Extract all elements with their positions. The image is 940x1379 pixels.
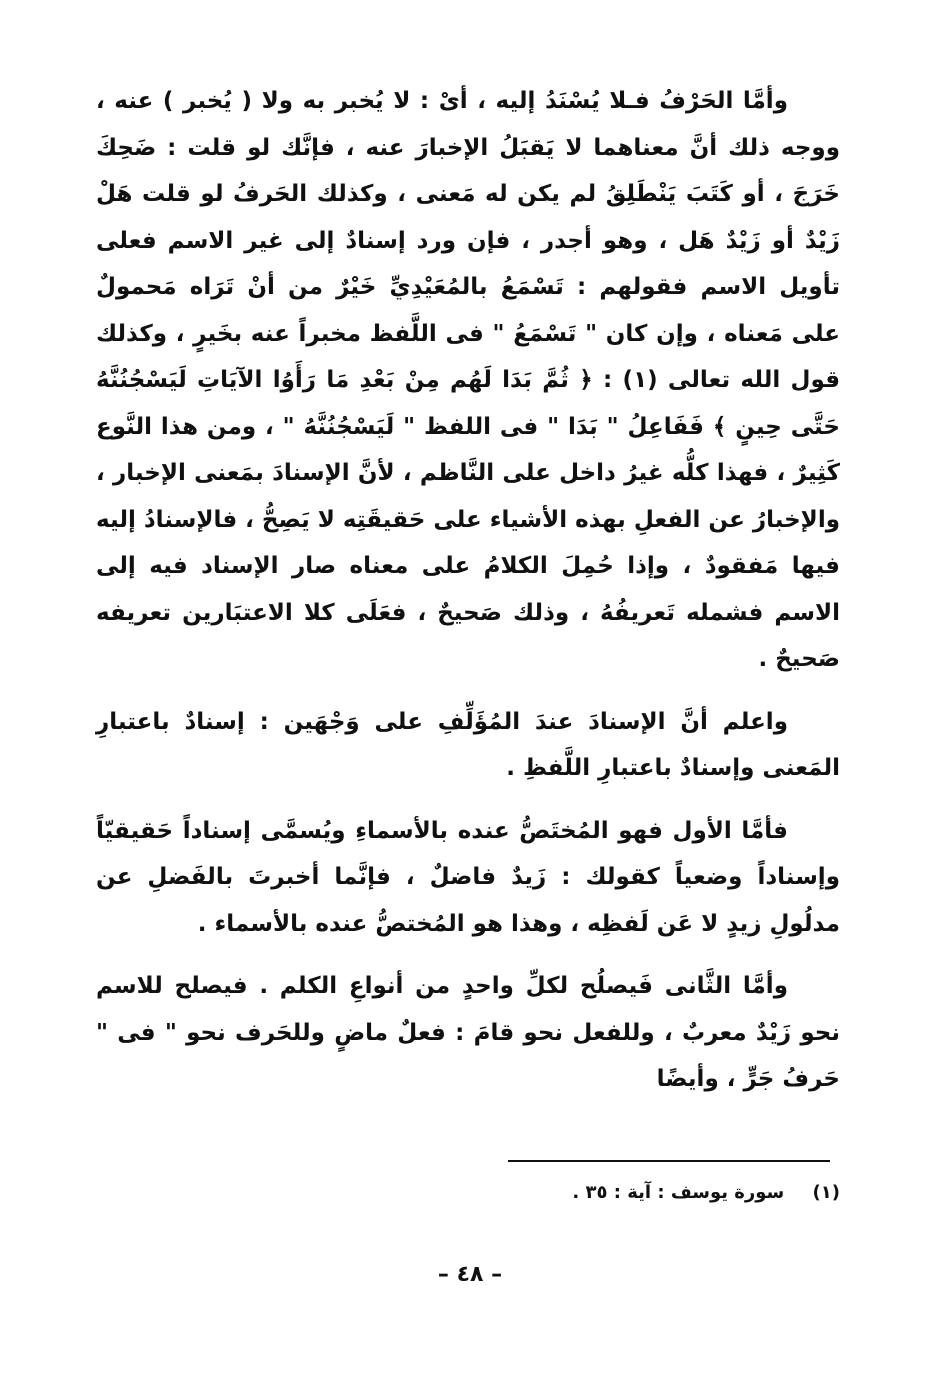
page-number: – ٤٨ –: [437, 1262, 503, 1287]
footnote-text: سورة يوسف : آية : ٣٥ .: [572, 1182, 785, 1203]
paragraph-4: وأمَّا الثَّانى فَيصلُح لكلِّ واحدٍ من أنواعِ الكلم . فيصلح للاسم نحو زَيْدٌ معربٌ ، وللفعل نحو قامَ : فعلٌ ماضٍ وللحَرف نحو " فى " حَرفُ جَرٍّ ، وأيضًا: [96, 973, 840, 1092]
footnote: [508, 1178, 840, 1208]
paragraph-3: فأمَّا الأول فهو المُختَصُّ عنده بالأسماءِ ويُسمَّى إسناداً حَقيقيّاً وإسناداً وضعياً كقولك : زَيدٌ فاضلٌ ، فإنَّما أخبرتَ بالفَضلِ عن مدلُولِ زيدٍ لا عَن لَفظِه ، وهذا هو المُختصُّ عنده بالأسماء .: [96, 817, 840, 937]
page-body: [96, 78, 840, 1119]
footnote-divider: [508, 1160, 830, 1162]
footnote-marker: (١): [812, 1182, 840, 1203]
paragraph-2: واعلم أنَّ الإسنادَ عندَ المُؤَلِّفِ على وَجْهَين : إسنادٌ باعتبارِ المَعنى وإسنادٌ باعتبارِ اللَّفظِ .: [96, 708, 840, 781]
paragraph-1: وأمَّا الحَرْفُ فـلا يُسْنَدُ إليه ، أىْ : لا يُخبر به ولا ( يُخبر ) عنه ، ووجه ذلك أنَّ معناهما لا يَقبَلُ الإخبارَ عنه ، فإنَّك لو قلت : ضَحِكَ خَرَجَ ، أو كَتَبَ يَنْطَلِقُ لم يكن له مَعنى ، وكذلك الحَرفُ لو قلت هَلْ زَيْدٌ أو زَيْدٌ هَل ، وهو أجدر ، فإن ورد إسنادٌ إلى غير الاسم فعلى تأويل الاسم فقولهم : تَسْمَعُ بالمُعَيْدِيِّ خَيْرٌ من أنْ تَرَاه مَحمولٌ على مَعناه ، وإن كان " تَسْمَعُ " فى اللَّفظ مخبراً عنه بخَيرٍ ، وكذلك قول الله تعالى (١) : ﴿ ثُمَّ بَدَا لَهُم مِنْ بَعْدِ مَا رَأَوُا الآيَاتِ لَيَسْجُنُنَّهُ حَتَّى حِينٍ ﴾ فَفَاعِلُ " بَدَا " فى اللفظ " لَيَسْجُنُنَّهُ " ، ومن هذا النَّوع كَثِيرٌ ، فهذا كلُّه غيرُ داخل على النَّاظم ، لأنَّ الإسنادَ بمَعنى الإخبار ، والإخبارُ عن الفعلِ بهذه الأشياء على حَقيقَتِه لا يَصِحُّ ، فالإسنادُ إليه فيها مَفقودٌ ، وإذا حُمِلَ الكلامُ على معناه صار الإسناد فيه إلى الاسم فشمله تَعريفُهُ ، وذلك صَحيحٌ ، فعَلَى كلا الاعتبَارين تعريفه صَحيحٌ .: [96, 88, 840, 672]
